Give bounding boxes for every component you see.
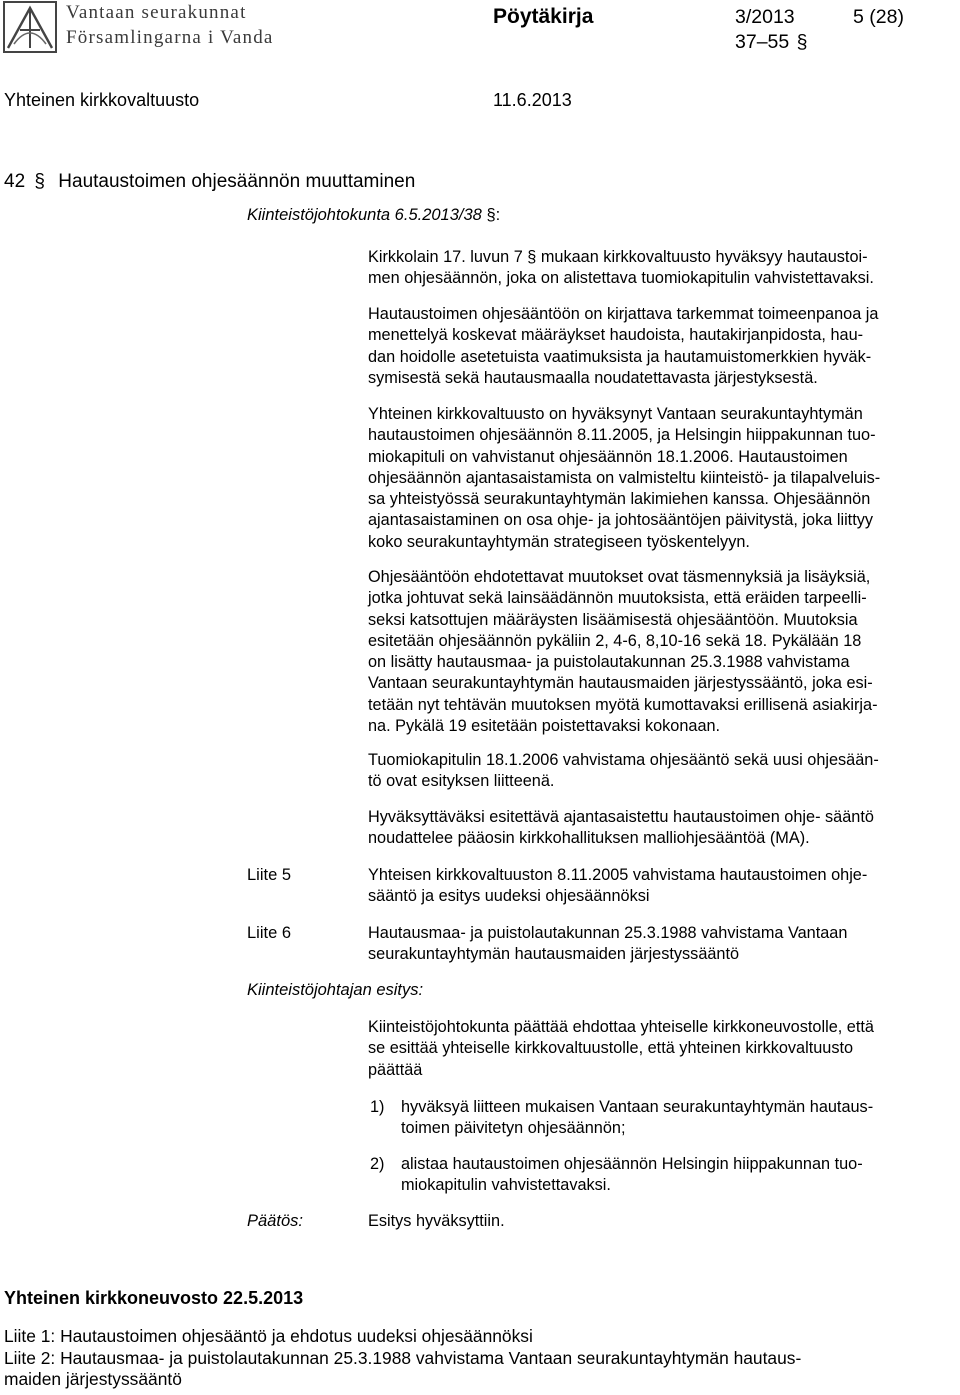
text-line: on lisätty hautausmaa- ja puistolautakunnan 25.3.1988 vahvistama: [368, 653, 850, 672]
preparation-reference-suffix: [486, 206, 500, 224]
text-line: Yhteisen kirkkovaltuuston 8.11.2005 vahvistama hautaustoimen ohje-: [368, 866, 868, 884]
text-line: noudattelee pääosin kirkkohallituksen malliohjesääntöä (MA).: [368, 829, 810, 848]
preparation-reference-text: Kiinteistöjohtokunta 6.5.2013/38: [247, 206, 482, 224]
paragraph-legal-basis: [368, 247, 954, 290]
meeting-date: 11.6.2013: [493, 90, 572, 110]
text-line: sääntö ja esitys uudeksi ohjesäännöksi: [368, 887, 650, 906]
item-title-text: Hautaustoimen ohjesäännön muuttaminen: [58, 171, 416, 192]
text-line: Hautausmaa- ja puistolautakunnan 25.3.1988 vahvistama Vantaan: [368, 924, 848, 942]
text-line: hyväksyä liitteen mukaisen Vantaan seurakuntayhtymän hautaus-: [401, 1098, 874, 1116]
preparation-reference: [247, 206, 500, 225]
text-line: Yhteinen kirkkovaltuusto on hyväksynyt Vantaan seurakuntayhtymän: [368, 405, 863, 423]
paragraph-history: [368, 404, 954, 553]
text-line: Kirkkolain 17. luvun 7 § mukaan kirkkovaltuusto hyväksyy hautaustoi-: [368, 248, 868, 266]
text-line: seurakuntayhtymän hautausmaiden järjestyssääntö: [368, 945, 740, 964]
attachment-description-6: [368, 923, 954, 966]
text-line: jotka johtuvat sekä lainsäädännön muutoksista, että eräiden tarpeelli-: [368, 589, 867, 608]
text-line: maiden järjestyssääntö: [4, 1369, 182, 1389]
text-line: tetään nyt tehtävän muutoksen myötä kumottavaksi erillisenä asiakirja-: [368, 695, 878, 714]
text-line: sa yhteistyössä seurakuntayhtymän lakimiehen kanssa. Ohjesäännön: [368, 490, 871, 509]
text-line: symisestä sekä hautausmaalla noudatettavasta järjestyksestä.: [368, 368, 818, 387]
text-line: päättää: [368, 1060, 423, 1079]
text-line: menettelyä koskevat määräykset haudoista, hautakirjanpidosta, hau-: [368, 326, 864, 345]
decision-text: Esitys hyväksyttiin.: [368, 1212, 505, 1230]
text-line: Hyväksyttäväksi esitettävä ajantasaistettu hautaustoimen ohje- sääntö: [368, 808, 874, 826]
page-number: 5 (28): [853, 6, 904, 28]
text-line: hautaustoimen ohjesäännön 8.11.2005, ja Helsingin hiippakunnan tuo-: [368, 426, 876, 445]
letterhead: [0, 0, 330, 54]
text-line: tö ovat esityksen liitteenä.: [368, 772, 555, 791]
proposal-item-2: [368, 1154, 954, 1197]
section-range: [735, 31, 808, 54]
proposal-intro: [368, 1017, 954, 1081]
text-line: ohjesäännön ajantasaistamista on valmisteltu kiinteistö- ja tilapalveluis-: [368, 468, 881, 487]
text-line: Liite 1: Hautaustoimen ohjesääntö ja ehdotus uudeksi ohjesäännöksi: [4, 1326, 533, 1346]
board-attachments: [4, 1326, 956, 1391]
item-ref-section-sign: §: [486, 206, 496, 224]
proposal-label: Kiinteistöjohtajan esitys:: [247, 981, 424, 999]
paragraph-model-regulation: [368, 807, 954, 850]
text-line: Ohjesääntöön ehdotettavat muutokset ovat täsmennyksiä ja lisäyksiä,: [368, 568, 871, 586]
meeting-body: Yhteinen kirkkovaltuusto: [4, 90, 200, 110]
text-line: miokapitulin vahvistettavaksi.: [401, 1176, 611, 1195]
text-line: ajantasaistaminen on osa ohje- ja johtosääntöjen päivitystä, joka liittyy: [368, 511, 874, 530]
attachment-description-5: [368, 865, 954, 908]
ref-colon: :: [495, 206, 501, 224]
proposal-item-1: [368, 1097, 954, 1140]
paragraph-regulation-content: [368, 304, 954, 389]
attachment-label-6: Liite 6: [247, 924, 292, 942]
text-line: Tuomiokapitulin 18.1.2006 vahvistama ohjesääntö sekä uusi ohjesään-: [368, 751, 879, 769]
decision-label: Päätös:: [247, 1212, 303, 1230]
attachment-label-5: Liite 5: [247, 866, 292, 884]
org-name-swedish: Församlingarna i Vanda: [66, 27, 274, 48]
item-number: 42: [4, 171, 26, 192]
text-line: seksi katsottujen määräysten lisäämisestä ohjesääntöön. Muutoksia: [368, 610, 858, 629]
text-line: na. Pykälä 19 esitetään poistettavaksi kokonaan.: [368, 717, 721, 736]
document-number: 3/2013: [735, 6, 795, 28]
text-line: dan hoidolle asetetuista vaatimuksista ja hautamuistomerkkien hyväk-: [368, 347, 872, 366]
text-line: se esittää yhteiselle kirkkovaltuustolle, että yhteinen kirkkovaltuusto: [368, 1039, 854, 1058]
text-line: Liite 2: Hautausmaa- ja puistolautakunnan 25.3.1988 vahvistama Vantaan seurakuntayhtymän hautaus-: [4, 1347, 802, 1368]
text-line: toimen päivitetyn ohjesäännön;: [401, 1119, 626, 1138]
text-line: alistaa hautaustoimen ohjesäännön Helsingin hiippakunnan tuo-: [401, 1155, 863, 1173]
text-line: koko seurakuntayhtymän strategiseen työskentelyyn.: [368, 532, 750, 551]
item-section-sign: §: [34, 171, 45, 192]
text-line: miokapituli on vahvistanut ohjesäännön 18.1.2006. Hautaustoimen: [368, 447, 848, 466]
org-name-finnish: Vantaan seurakunnat: [66, 2, 247, 23]
proposal-item-number: 2): [370, 1155, 385, 1173]
text-line: esitetään ohjesäännön pykäliin 2, 4-6, 8,10-16 sekä 18. Pykälään 18: [368, 631, 862, 650]
text-line: men ohjesäännön, joka on alistettava tuomiokapitulin vahvistettavaksi.: [368, 269, 874, 288]
church-cross-logo-icon: [2, 0, 58, 54]
text-line: Hautaustoimen ohjesääntöön on kirjattava tarkemmat toimeenpanoa ja: [368, 305, 879, 323]
text-line: Vantaan seurakuntayhtymän hautausmaiden järjestyssääntö, joka esi-: [368, 674, 873, 693]
proposal-item-number: 1): [370, 1098, 385, 1116]
document-type: Pöytäkirja: [493, 5, 594, 28]
section-range-value: 37–55: [735, 31, 790, 53]
paragraph-attachments-note: [368, 750, 954, 793]
item-title: [4, 171, 415, 193]
text-line: Kiinteistöjohtokunta päättää ehdottaa yhteiselle kirkkoneuvostolle, että: [368, 1018, 874, 1036]
section-sign: §: [796, 31, 808, 53]
board-heading: Yhteinen kirkkoneuvosto 22.5.2013: [4, 1288, 304, 1308]
paragraph-proposed-changes: [368, 567, 954, 737]
